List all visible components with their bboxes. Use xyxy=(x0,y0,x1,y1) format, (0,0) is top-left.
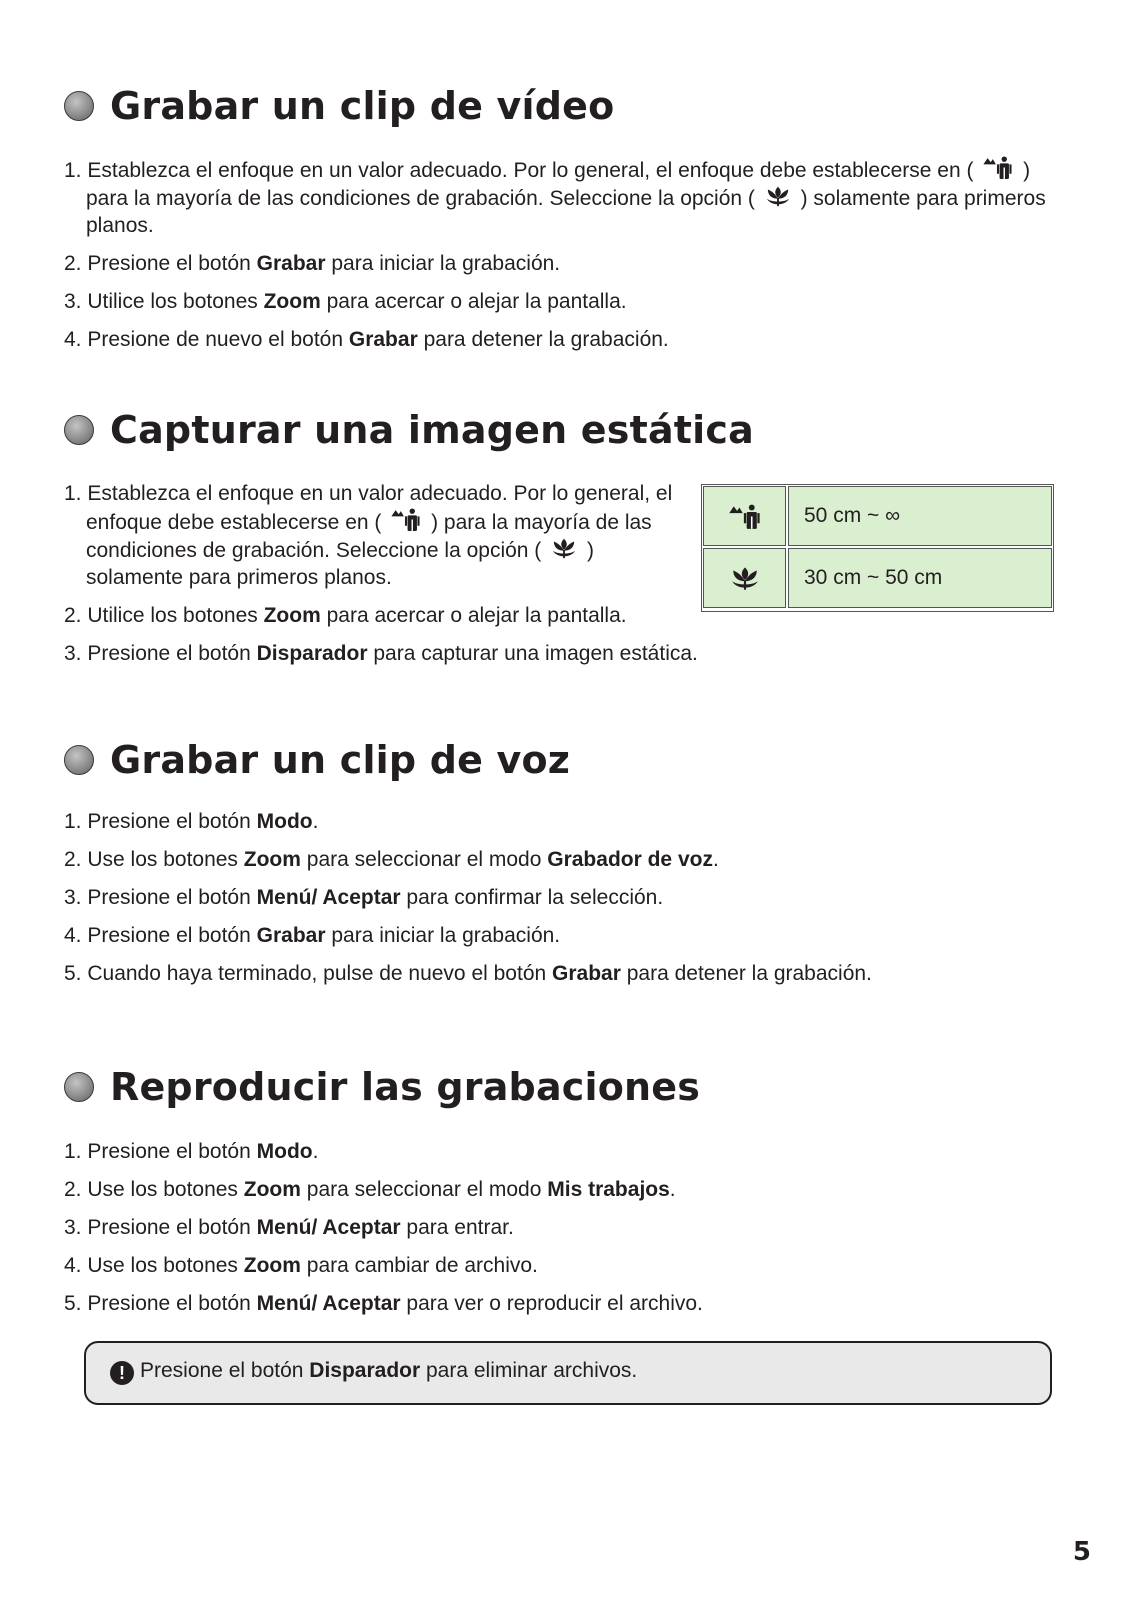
note-box: ! Presione el botón Disparador para eliminar archivos. xyxy=(84,1341,1052,1405)
step-voice-4: 4. Presione el botón Grabar para iniciar la grabación. xyxy=(64,924,561,947)
focus-range-macro: 30 cm ~ 50 cm xyxy=(788,548,1052,608)
step-voice-1: 1. Presione el botón Modo. xyxy=(64,810,319,833)
section-heading-video xyxy=(64,84,614,128)
step-video-3: 3. Utilice los botones Zoom para acercar o alejar la pantalla. xyxy=(64,290,627,313)
section-title-playback: Reproducir las grabaciones xyxy=(110,1065,701,1109)
exclamation-icon: ! xyxy=(110,1361,134,1385)
step-still-2: 2. Utilice los botones Zoom para acercar o alejar la pantalla. xyxy=(64,604,627,627)
focus-range-normal: 50 cm ~ ∞ xyxy=(788,486,1052,546)
section-bullet-icon xyxy=(64,745,94,775)
landscape-portrait-icon xyxy=(982,155,1014,180)
section-heading-voice xyxy=(64,738,570,782)
step-playback-5: 5. Presione el botón Menú/ Aceptar para ver o reproducir el archivo. xyxy=(64,1292,703,1315)
step-voice-5: 5. Cuando haya terminado, pulse de nuevo el botón Grabar para detener la grabación. xyxy=(64,962,872,985)
landscape-portrait-icon xyxy=(390,507,422,532)
step-video-2: 2. Presione el botón Grabar para iniciar la grabación. xyxy=(64,252,561,275)
step-still-3: 3. Presione el botón Disparador para capturar una imagen estática. xyxy=(64,642,698,665)
section-title-voice: Grabar un clip de voz xyxy=(110,738,571,782)
steps-still xyxy=(64,480,698,678)
step-voice-3: 3. Presione el botón Menú/ Aceptar para confirmar la selección. xyxy=(64,886,664,909)
landscape-portrait-icon xyxy=(728,503,762,530)
macro-flower-icon xyxy=(729,564,761,592)
section-bullet-icon xyxy=(64,1072,94,1102)
page-number: 5 xyxy=(1072,1537,1091,1567)
step-playback-2: 2. Use los botones Zoom para seleccionar el modo Mis trabajos. xyxy=(64,1178,676,1201)
step-playback-1: 1. Presione el botón Modo. xyxy=(64,1140,319,1163)
focus-row-macro xyxy=(703,548,1052,608)
focus-row-normal xyxy=(703,486,1052,546)
section-heading-still xyxy=(64,408,754,452)
section-bullet-icon xyxy=(64,91,94,121)
step-voice-2: 2. Use los botones Zoom para seleccionar el modo Grabador de voz. xyxy=(64,848,719,871)
macro-flower-icon xyxy=(764,184,792,208)
focus-distance-table xyxy=(701,484,1054,612)
section-heading-playback xyxy=(64,1065,700,1109)
macro-flower-icon xyxy=(550,536,578,560)
section-title-still: Capturar una imagen estática xyxy=(110,408,754,452)
steps-video xyxy=(64,155,1064,364)
step-video-4: 4. Presione de nuevo el botón Grabar para detener la grabación. xyxy=(64,328,669,351)
step-playback-3: 3. Presione el botón Menú/ Aceptar para entrar. xyxy=(64,1216,514,1239)
section-title-video: Grabar un clip de vídeo xyxy=(110,84,615,128)
steps-voice xyxy=(64,808,1064,998)
steps-playback xyxy=(64,1138,1064,1328)
step-playback-4: 4. Use los botones Zoom para cambiar de archivo. xyxy=(64,1254,538,1277)
section-bullet-icon xyxy=(64,415,94,445)
step-video-1: 1. Establezca el enfoque en un valor adecuado. Por lo general, el enfoque debe establecerse en ( ) para la mayoría de las condiciones de grabación. Seleccione la opción ( ) solamente para primeros planos. xyxy=(64,155,1064,239)
step-still-1: 1. Establezca el enfoque en un valor adecuado. Por lo general, el enfoque debe establecerse en ( ) para la mayoría de las condiciones de grabación. Seleccione la opción ( ) solamente para primeros planos. xyxy=(64,482,673,589)
